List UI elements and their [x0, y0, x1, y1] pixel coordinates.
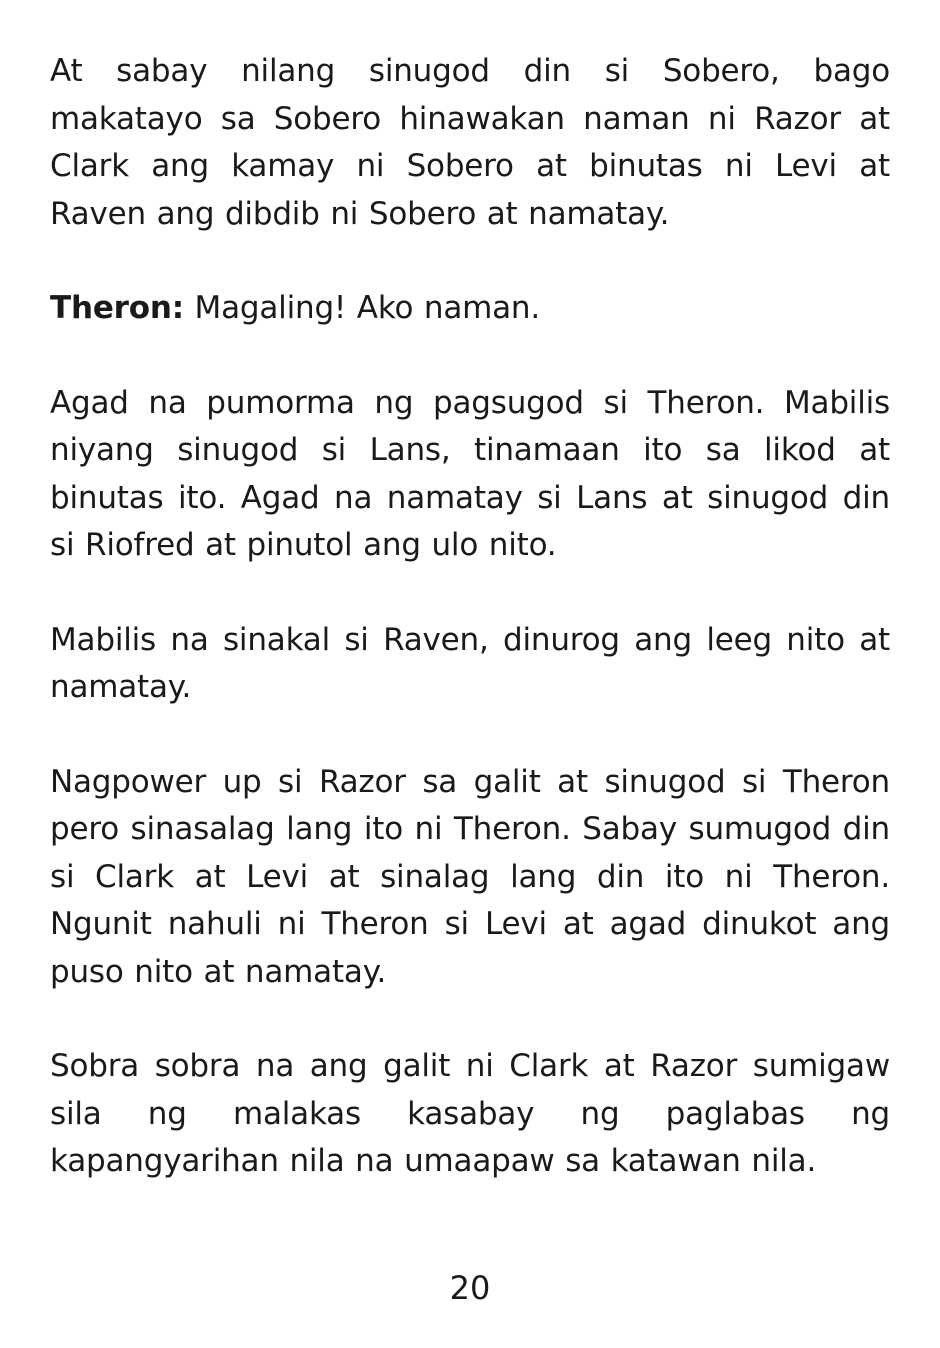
dialogue-text: Magaling! Ako naman.: [183, 290, 541, 326]
paragraph-3: [50, 380, 890, 570]
paragraph-5: [50, 759, 890, 997]
paragraph-6: [50, 1043, 890, 1186]
paragraph-6-text: Sobra sobra na ang galit ni Clark at Razor sumigaw sila ng malakas kasabay ng paglabas ng kapangyarihan nila na umaapaw sa katawan nila.: [50, 1048, 890, 1179]
paragraph-4-text: Mabilis na sinakal si Raven, dinurog ang leeg nito at namatay.: [50, 621, 890, 705]
page-body: [50, 48, 890, 1233]
paragraph-1-text: At sabay nilang sinugod din si Sobero, bago makatayo sa Sobero hinawakan naman ni Razor at Clark ang kamay ni Sobero at binutas ni Levi at Raven ang dibdib ni Sobero at namatay.: [50, 53, 890, 232]
page-number: 20: [449, 1269, 491, 1307]
speaker-name: Theron:: [50, 290, 184, 326]
paragraph-4: [50, 617, 890, 712]
dialogue-theron: [50, 285, 890, 333]
paragraph-5-text: Nagpower up si Razor sa galit at sinugod si Theron pero sinasalag lang ito ni Theron. Sabay sumugod din si Clark at Levi at sinalag lang din ito ni Theron. Ngunit nahuli ni Theron si Levi at agad dinukot ang puso nito at namatay.: [50, 763, 890, 990]
paragraph-1: [50, 48, 890, 238]
paragraph-3-text: Agad na pumorma ng pagsugod si Theron. Mabilis niyang sinugod si Lans, tinamaan ito sa likod at binutas ito. Agad na namatay si Lans at sinugod din si Riofred at pinutol ang ulo nito.: [50, 384, 890, 563]
